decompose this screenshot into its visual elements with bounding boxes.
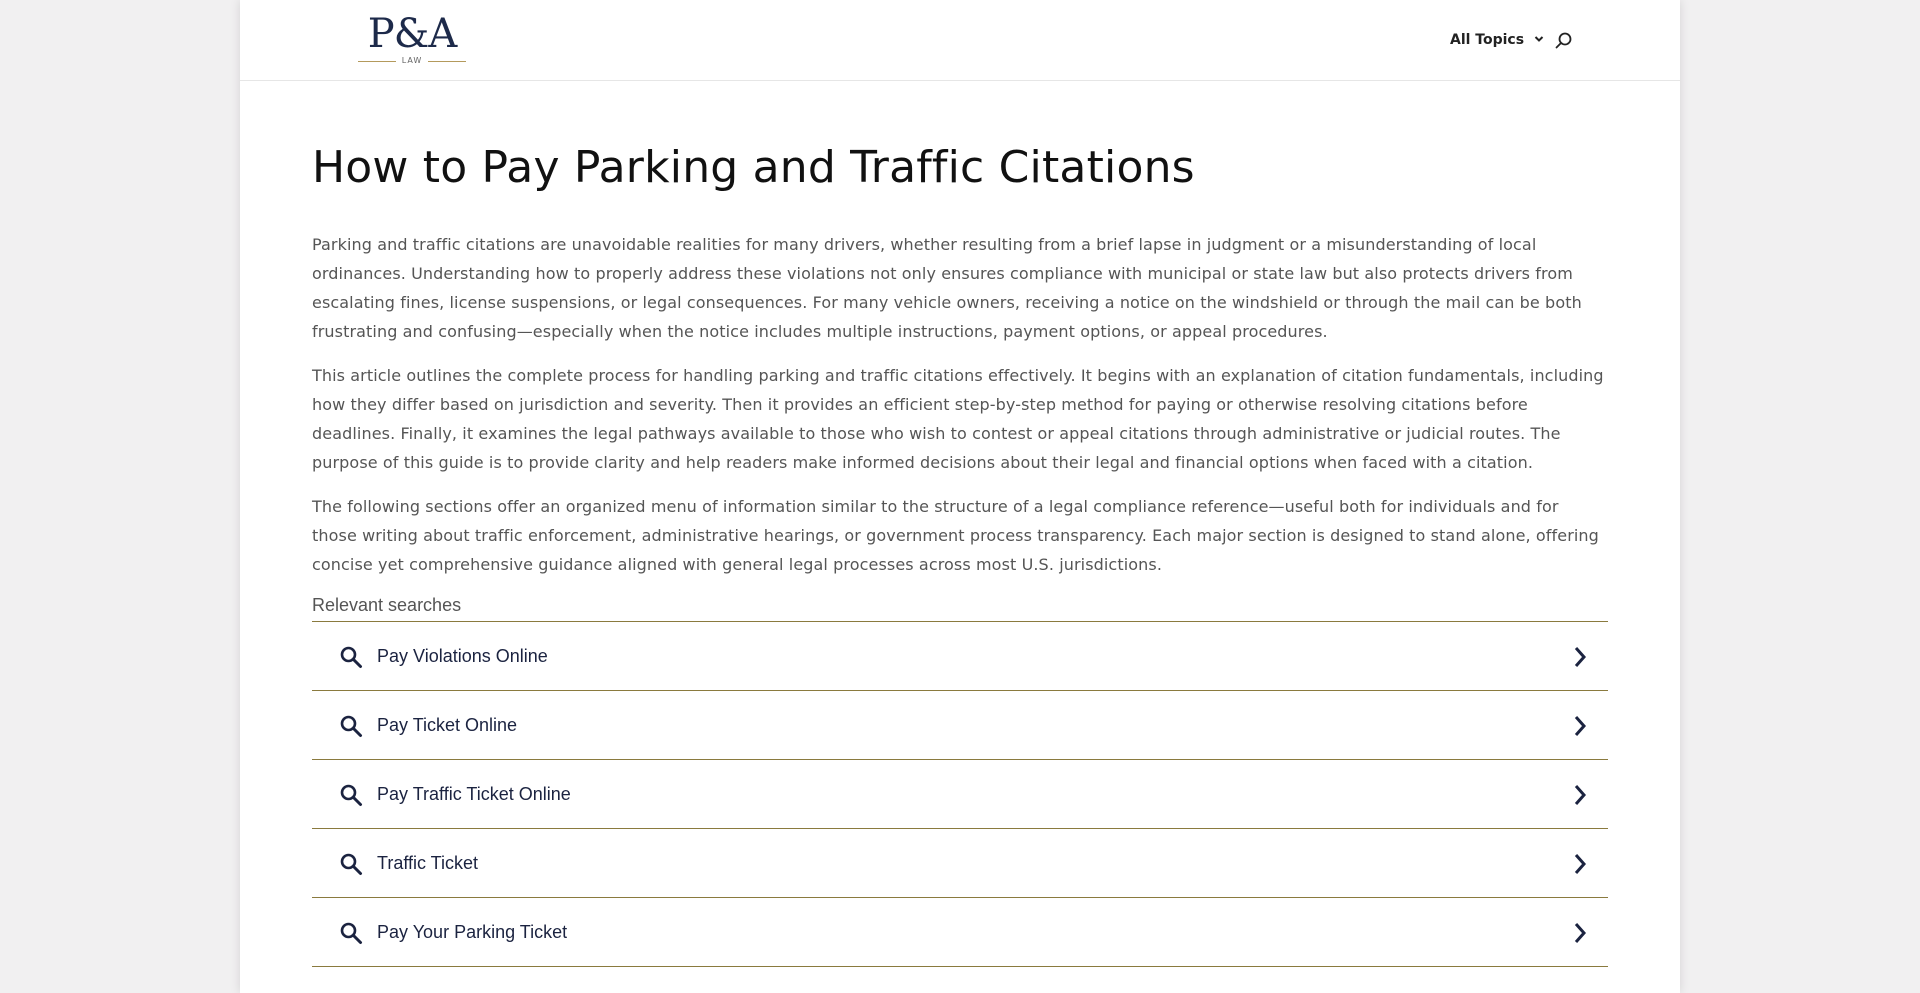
search-icon [339, 714, 363, 738]
search-icon [339, 783, 363, 807]
article-paragraph: The following sections offer an organized menu of information similar to the structure of a legal compliance reference—useful both for individuals and for those writing about traffic enforcement, administrative hearings, or government process transparency. Each major section is designed to stand alone, offering concise yet comprehensive guidance aligned with general legal processes across most U.S. jurisdictions. [312, 497, 1599, 574]
chevron-right-icon [1573, 646, 1587, 668]
logo-mark: P&A [367, 11, 457, 57]
search-icon [339, 645, 363, 669]
article-paragraph: Parking and traffic citations are unavoidable realities for many drivers, whether resulting from a brief lapse in judgment or a misunderstanding of local ordinances. Understanding how to properly address these violations not only ensures compliance with municipal or state law but also protects drivers from escalating fines, license suspensions, or legal consequences. For many vehicle owners, receiving a notice on the windshield or through the mail can be both frustrating and confusing—especially when the notice includes multiple instructions, payment options, or appeal procedures. [312, 235, 1582, 341]
relevant-search-label: Pay Violations Online [377, 646, 548, 666]
article-paragraph: This article outlines the complete process for handling parking and traffic citations effectively. It begins with an explanation of citation fundamentals, including how they differ based on jurisdiction and severity. Then it provides an efficient step-by-step method for paying or otherwise resolving citations before deadlines. Finally, it examines the legal pathways available to those who wish to contest or appeal citations through administrative or judicial routes. The purpose of this guide is to provide clarity and help readers make informed decisions about their legal and financial options when faced with a citation. [312, 366, 1604, 472]
relevant-search-item[interactable] [312, 622, 1608, 691]
logo-subtext: LAW [358, 55, 466, 67]
relevant-searches-label: Relevant searches [312, 595, 462, 615]
relevant-search-label: Traffic Ticket [377, 853, 479, 873]
search-icon [339, 852, 363, 876]
chevron-right-icon [1573, 853, 1587, 875]
page-container [240, 0, 1680, 993]
chevron-right-icon [1573, 784, 1587, 806]
chevron-right-icon [1573, 922, 1587, 944]
nav-all-topics-label: All Topics [1450, 32, 1525, 48]
site-header [240, 0, 1680, 81]
relevant-search-label: Pay Your Parking Ticket [377, 922, 568, 942]
relevant-search-item[interactable] [312, 829, 1608, 898]
relevant-search-item[interactable] [312, 691, 1608, 760]
relevant-search-label: Pay Ticket Online [377, 715, 518, 735]
nav-all-topics[interactable] [1450, 30, 1544, 50]
chevron-right-icon [1573, 715, 1587, 737]
relevant-searches-list [312, 621, 1608, 967]
site-logo[interactable] [358, 11, 466, 68]
search-icon[interactable] [1554, 31, 1574, 51]
search-icon [339, 921, 363, 945]
relevant-search-item[interactable] [312, 898, 1608, 967]
chevron-down-icon [1534, 35, 1544, 43]
relevant-search-item[interactable] [312, 760, 1608, 829]
relevant-search-label: Pay Traffic Ticket Online [377, 784, 571, 804]
page-title: How to Pay Parking and Traffic Citations [312, 142, 1195, 193]
